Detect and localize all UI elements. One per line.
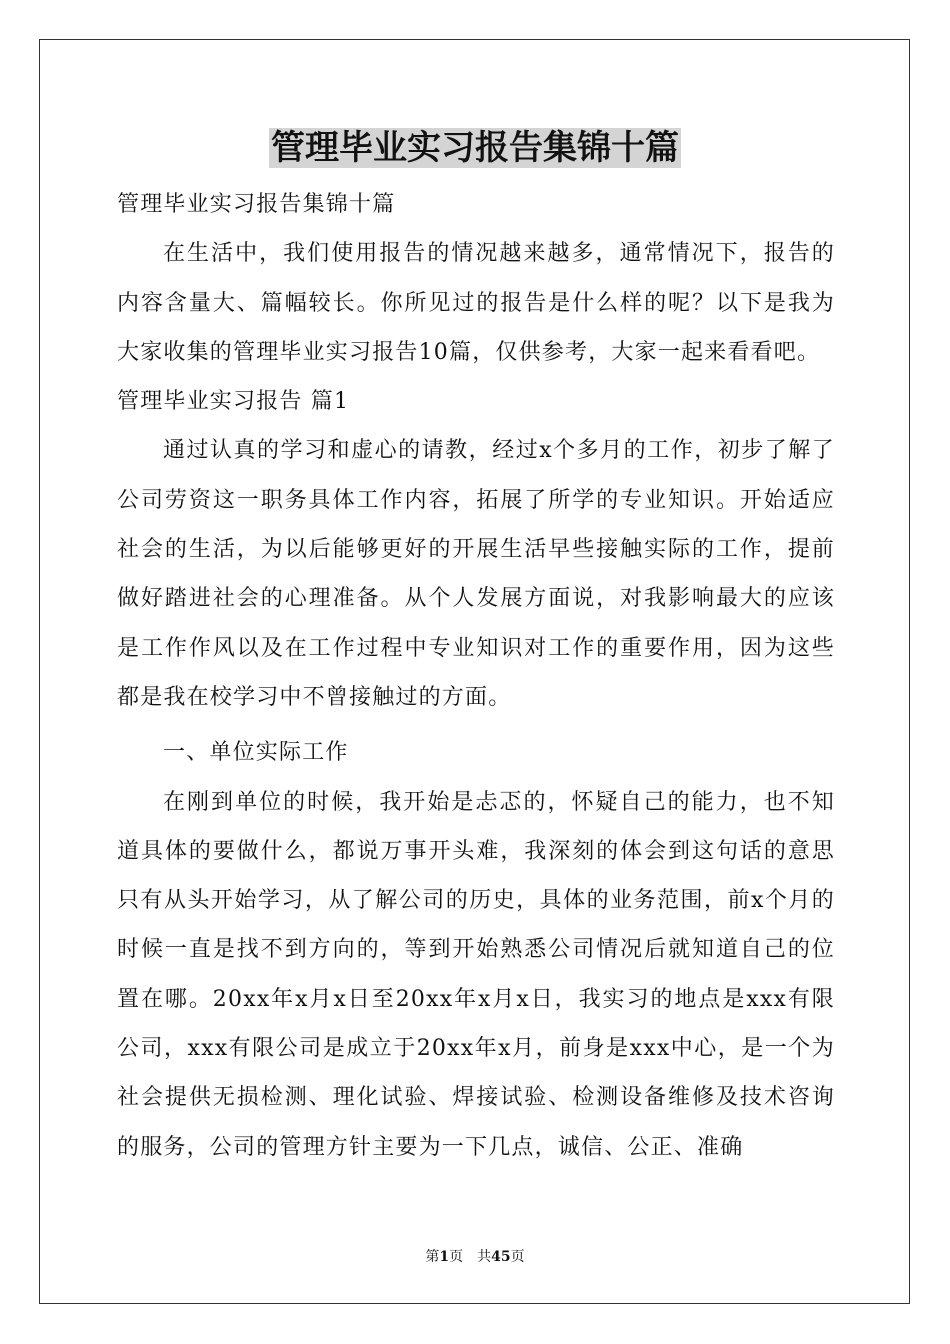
paragraph-section-heading: 管理毕业实习报告 篇1 <box>117 389 350 415</box>
footer-prefix: 第 <box>425 1249 440 1265</box>
footer-page-current: 1 <box>439 1249 450 1265</box>
page-footer <box>0 1248 950 1266</box>
paragraph-intro: 在生活中，我们使用报告的情况越来越多，通常情况下，报告的内容含量大、篇幅较长。你所见过的报告是什么样的呢？以下是我为大家收集的管理毕业实习报告10篇，仅供参考，大家一起来看看吧。 <box>117 241 835 365</box>
title-wrap <box>0 128 950 168</box>
document-title: 管理毕业实习报告集锦十篇 <box>271 128 679 168</box>
paragraph-body: 在刚到单位的时候，我开始是忐忑的，怀疑自己的能力，也不知道具体的要做什么，都说万事开头难，我深刻的体会到这句话的意思只有从头开始学习，从了解公司的历史，具体的业务范围，前x个月的时候一直是找不到方向的，等到开始熟悉公司情况后就知道自己的位置在哪。20xx年x月x日至20xx年x月x日，我实习的地点是xxx有限公司，xxx有限公司是成立于20xx年x月，前身是xxx中心，是一个为社会提供无损检测、理化试验、焊接试验、检测设备维修及技术咨询的服务，公司的管理方针主要为一下几点，诚信、公正、准确 <box>117 789 835 1160</box>
paragraph-subtitle: 管理毕业实习报告集锦十篇 <box>117 192 396 217</box>
document-body <box>117 180 835 1172</box>
footer-mid: 页 共 <box>449 1249 492 1265</box>
paragraph-subheading: 一、单位实际工作 <box>163 740 349 766</box>
footer-page-total: 45 <box>491 1249 511 1265</box>
paragraph-body: 通过认真的学习和虚心的请教，经过x个多月的工作，初步了解了公司劳资这一职务具体工作内容，拓展了所学的专业知识。开始适应社会的生活，为以后能够更好的开展生活早些接触实际的工作，提前做好踏进社会的心理准备。从个人发展方面说，对我影响最大的应该是工作作风以及在工作过程中专业知识对工作的重要作用，因为这些都是我在校学习中不曾接触过的方面。 <box>117 438 835 710</box>
footer-suffix: 页 <box>510 1249 525 1265</box>
